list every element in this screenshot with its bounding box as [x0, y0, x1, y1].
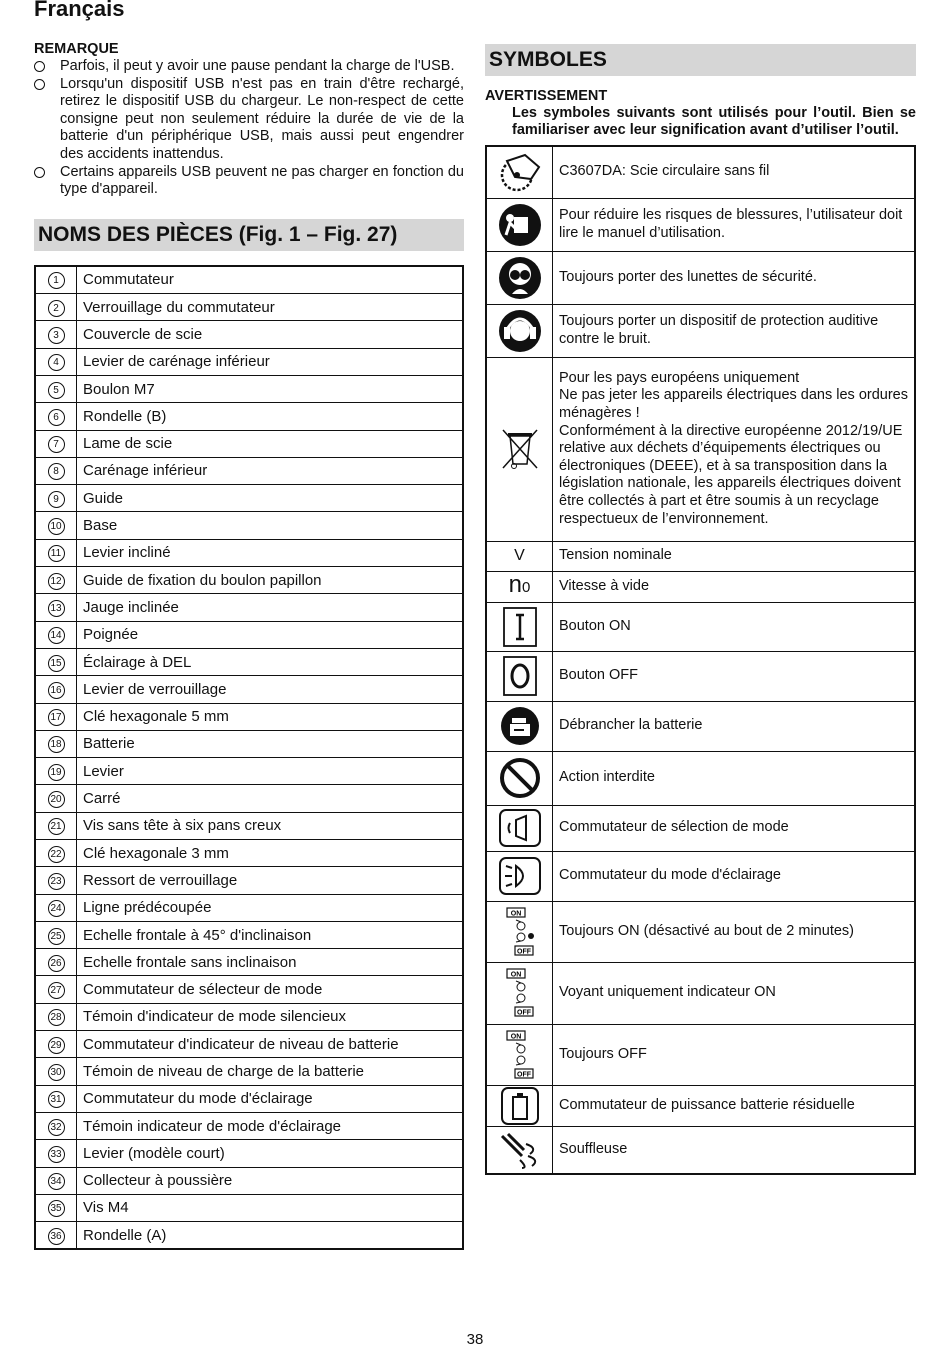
part-number: 2	[48, 300, 65, 317]
part-name: Commutateur de sélecteur de mode	[77, 976, 464, 1003]
part-number: 28	[48, 1009, 65, 1026]
parts-row	[35, 1112, 463, 1139]
parts-row	[35, 812, 463, 839]
parts-row	[35, 512, 463, 539]
parts-table	[34, 265, 464, 1251]
parts-row	[35, 321, 463, 348]
symbol-description: Pour les pays européens uniquement Ne pas jeter les appareils électriques dans les ordures ménagères ! Conformément à la directive européenne 2012/19/UE relative aux déchets d’équipements électriques ou électroniques (DEEE), et à sa transposition dans la législation nationale, les appareils électriques doivent être collectés à part et être soumis à un recyclage respectueux de l’environnement.	[553, 357, 916, 541]
part-name: Commutateur d'indicateur de niveau de batterie	[77, 1031, 464, 1058]
part-number: 35	[48, 1200, 65, 1217]
symbol-row	[486, 651, 915, 701]
part-number: 25	[48, 928, 65, 945]
part-name: Témoin de niveau de charge de la batterie	[77, 1058, 464, 1085]
part-name: Levier incliné	[77, 539, 464, 566]
part-name: Collecteur à poussière	[77, 1167, 464, 1194]
part-number: 23	[48, 873, 65, 890]
symbol-description: Bouton OFF	[553, 651, 916, 701]
part-name: Levier	[77, 758, 464, 785]
part-name: Couvercle de scie	[77, 321, 464, 348]
disconnect-battery-icon	[486, 701, 553, 751]
part-name: Clé hexagonale 5 mm	[77, 703, 464, 730]
symbol-description: C3607DA: Scie circulaire sans fil	[553, 146, 916, 198]
parts-row	[35, 621, 463, 648]
parts-row	[35, 703, 463, 730]
svg-text:OFF: OFF	[516, 1009, 531, 1017]
parts-row	[35, 839, 463, 866]
symbol-row	[486, 962, 915, 1024]
svg-text:OFF: OFF	[516, 1071, 531, 1078]
voltage-symbol: V	[486, 541, 553, 571]
parts-row	[35, 730, 463, 757]
part-number: 33	[48, 1146, 65, 1163]
page-number: 38	[466, 1331, 484, 1348]
part-name: Vis sans tête à six pans creux	[77, 812, 464, 839]
parts-row	[35, 1194, 463, 1221]
part-number: 3	[48, 327, 65, 344]
part-number: 21	[48, 818, 65, 835]
symbol-description: Vitesse à vide	[553, 571, 916, 602]
part-name: Boulon M7	[77, 375, 464, 402]
symbol-description: Débrancher la batterie	[553, 701, 916, 751]
symbol-row	[486, 357, 915, 541]
language-header: Français	[34, 0, 125, 21]
part-name: Guide	[77, 485, 464, 512]
part-number: 20	[48, 791, 65, 808]
part-name: Témoin indicateur de mode d'éclairage	[77, 1112, 464, 1139]
remark-title: REMARQUE	[34, 41, 119, 57]
part-number: 15	[48, 655, 65, 672]
symbol-row	[486, 304, 915, 357]
symbol-row	[486, 1126, 915, 1174]
part-name: Rondelle (B)	[77, 403, 464, 430]
part-number: 27	[48, 982, 65, 999]
parts-row	[35, 594, 463, 621]
parts-row	[35, 457, 463, 484]
parts-row	[35, 567, 463, 594]
part-number: 19	[48, 764, 65, 781]
part-name: Poignée	[77, 621, 464, 648]
parts-row	[35, 676, 463, 703]
symbol-row	[486, 251, 915, 304]
parts-row	[35, 403, 463, 430]
parts-section-title: NOMS DES PIÈCES (Fig. 1 – Fig. 27)	[34, 219, 464, 251]
part-number: 30	[48, 1064, 65, 1081]
symbol-description: Action interdite	[553, 751, 916, 805]
symbol-row	[486, 751, 915, 805]
part-name: Verrouillage du commutateur	[77, 294, 464, 321]
parts-row	[35, 1003, 463, 1030]
part-name: Rondelle (A)	[77, 1222, 464, 1250]
part-number: 18	[48, 736, 65, 753]
left-column	[34, 40, 464, 1250]
parts-row	[35, 785, 463, 812]
safety-glasses-icon	[486, 251, 553, 304]
prohibited-icon	[486, 751, 553, 805]
light-always-on-icon	[486, 901, 553, 962]
part-name: Témoin d'indicateur de mode silencieux	[77, 1003, 464, 1030]
symbol-row	[486, 1024, 915, 1085]
svg-text:ON: ON	[510, 971, 521, 979]
part-number: 4	[48, 354, 65, 371]
parts-row	[35, 1222, 463, 1250]
part-number: 8	[48, 463, 65, 480]
parts-row	[35, 539, 463, 566]
part-name: Éclairage à DEL	[77, 648, 464, 675]
blower-icon	[486, 1126, 553, 1174]
remark-item: Parfois, il peut y avoir une pause pendant la charge de l'USB.	[34, 58, 464, 76]
symbol-row	[486, 805, 915, 851]
part-name: Vis M4	[77, 1194, 464, 1221]
parts-row	[35, 375, 463, 402]
part-number: 17	[48, 709, 65, 726]
part-number: 7	[48, 436, 65, 453]
part-number: 13	[48, 600, 65, 617]
svg-text:OFF: OFF	[516, 948, 531, 955]
parts-row	[35, 1031, 463, 1058]
parts-row	[35, 1058, 463, 1085]
light-always-off-icon	[486, 1024, 553, 1085]
part-name: Base	[77, 512, 464, 539]
symbol-description: Toujours OFF	[553, 1024, 916, 1085]
part-name: Clé hexagonale 3 mm	[77, 839, 464, 866]
remark-item: Certains appareils USB peuvent ne pas charger en fonction du type d'appareil.	[34, 164, 464, 199]
no-load-speed-symbol: n0	[486, 571, 553, 602]
parts-row	[35, 894, 463, 921]
symbol-row	[486, 146, 915, 198]
parts-row	[35, 758, 463, 785]
symbol-row	[486, 1085, 915, 1126]
part-name: Echelle frontale à 45° d'inclinaison	[77, 921, 464, 948]
symbol-row	[486, 701, 915, 751]
part-number: 9	[48, 491, 65, 508]
symbol-description: Tension nominale	[553, 541, 916, 571]
parts-row	[35, 1140, 463, 1167]
symbol-row	[486, 541, 915, 571]
svg-text:ON: ON	[510, 910, 521, 917]
symbol-description: Pour réduire les risques de blessures, l’utilisateur doit lire le manuel d’utilisation.	[553, 198, 916, 251]
power-off-icon	[486, 651, 553, 701]
power-on-icon	[486, 602, 553, 651]
bullet-circle-icon	[34, 58, 60, 76]
part-name: Ligne prédécoupée	[77, 894, 464, 921]
part-number: 10	[48, 518, 65, 535]
symbol-description: Toujours porter des lunettes de sécurité.	[553, 251, 916, 304]
part-number: 5	[48, 382, 65, 399]
part-name: Jauge inclinée	[77, 594, 464, 621]
part-number: 12	[48, 573, 65, 590]
part-number: 1	[48, 272, 65, 289]
part-name: Levier de verrouillage	[77, 676, 464, 703]
part-number: 31	[48, 1091, 65, 1108]
symbol-description: Toujours porter un dispositif de protection auditive contre le bruit.	[553, 304, 916, 357]
part-number: 11	[48, 545, 65, 562]
remark-item: Lorsqu'un dispositif USB n'est pas en train d'être rechargé, retirez le dispositif USB du chargeur. Le non-respect de cette consigne peut non seulement réduire la durée de vie de la batterie d'un périphérique USB, mais aussi peut engendrer des accidents inattendus.	[34, 76, 464, 164]
part-name: Lame de scie	[77, 430, 464, 457]
symbol-description: Toujours ON (désactivé au bout de 2 minutes)	[553, 901, 916, 962]
part-name: Levier de carénage inférieur	[77, 348, 464, 375]
symbol-row	[486, 602, 915, 651]
symbol-row	[486, 851, 915, 901]
parts-row	[35, 921, 463, 948]
warning-text: Les symboles suivants sont utilisés pour l’outil. Bien se familiariser avec leur signification avant d’utiliser l’outil.	[512, 105, 916, 138]
part-name: Guide de fixation du boulon papillon	[77, 567, 464, 594]
symbol-description: Voyant uniquement indicateur ON	[553, 962, 916, 1024]
part-number: 16	[48, 682, 65, 699]
right-column	[485, 44, 916, 1175]
symbols-table	[485, 145, 916, 1175]
part-name: Commutateur du mode d'éclairage	[77, 1085, 464, 1112]
battery-check-icon	[486, 1085, 553, 1126]
symbol-description: Bouton ON	[553, 602, 916, 651]
part-name: Ressort de verrouillage	[77, 867, 464, 894]
parts-row	[35, 430, 463, 457]
parts-row	[35, 348, 463, 375]
part-number: 22	[48, 846, 65, 863]
parts-row	[35, 266, 463, 294]
part-number: 14	[48, 627, 65, 644]
parts-row	[35, 1085, 463, 1112]
ear-protection-icon	[486, 304, 553, 357]
parts-row	[35, 867, 463, 894]
part-name: Carénage inférieur	[77, 457, 464, 484]
warning-title: AVERTISSEMENT	[485, 88, 608, 104]
light-mode-icon	[486, 851, 553, 901]
symbol-row	[486, 571, 915, 602]
part-number: 34	[48, 1173, 65, 1190]
circular-saw-icon	[486, 146, 553, 198]
symbol-description: Commutateur de sélection de mode	[553, 805, 916, 851]
mode-selector-icon	[486, 805, 553, 851]
part-number: 29	[48, 1037, 65, 1054]
parts-row	[35, 294, 463, 321]
symbols-section-title: SYMBOLES	[485, 44, 916, 76]
part-number: 26	[48, 955, 65, 972]
part-number: 6	[48, 409, 65, 426]
part-name: Echelle frontale sans inclinaison	[77, 949, 464, 976]
symbol-description: Commutateur de puissance batterie résiduelle	[553, 1085, 916, 1126]
part-number: 24	[48, 900, 65, 917]
bullet-circle-icon	[34, 76, 60, 164]
bullet-circle-icon	[34, 164, 60, 199]
part-name: Carré	[77, 785, 464, 812]
read-manual-icon	[486, 198, 553, 251]
symbol-description: Souffleuse	[553, 1126, 916, 1174]
part-name: Commutateur	[77, 266, 464, 294]
parts-row	[35, 648, 463, 675]
symbol-description: Commutateur du mode d'éclairage	[553, 851, 916, 901]
parts-row	[35, 1167, 463, 1194]
parts-row	[35, 976, 463, 1003]
svg-text:ON: ON	[510, 1033, 521, 1040]
part-number: 36	[48, 1228, 65, 1245]
symbol-row	[486, 198, 915, 251]
light-indicator-on-icon	[486, 962, 553, 1024]
parts-row	[35, 949, 463, 976]
part-name: Levier (modèle court)	[77, 1140, 464, 1167]
part-number: 32	[48, 1119, 65, 1136]
symbol-row	[486, 901, 915, 962]
part-name: Batterie	[77, 730, 464, 757]
parts-row	[35, 485, 463, 512]
weee-bin-icon	[486, 357, 553, 541]
